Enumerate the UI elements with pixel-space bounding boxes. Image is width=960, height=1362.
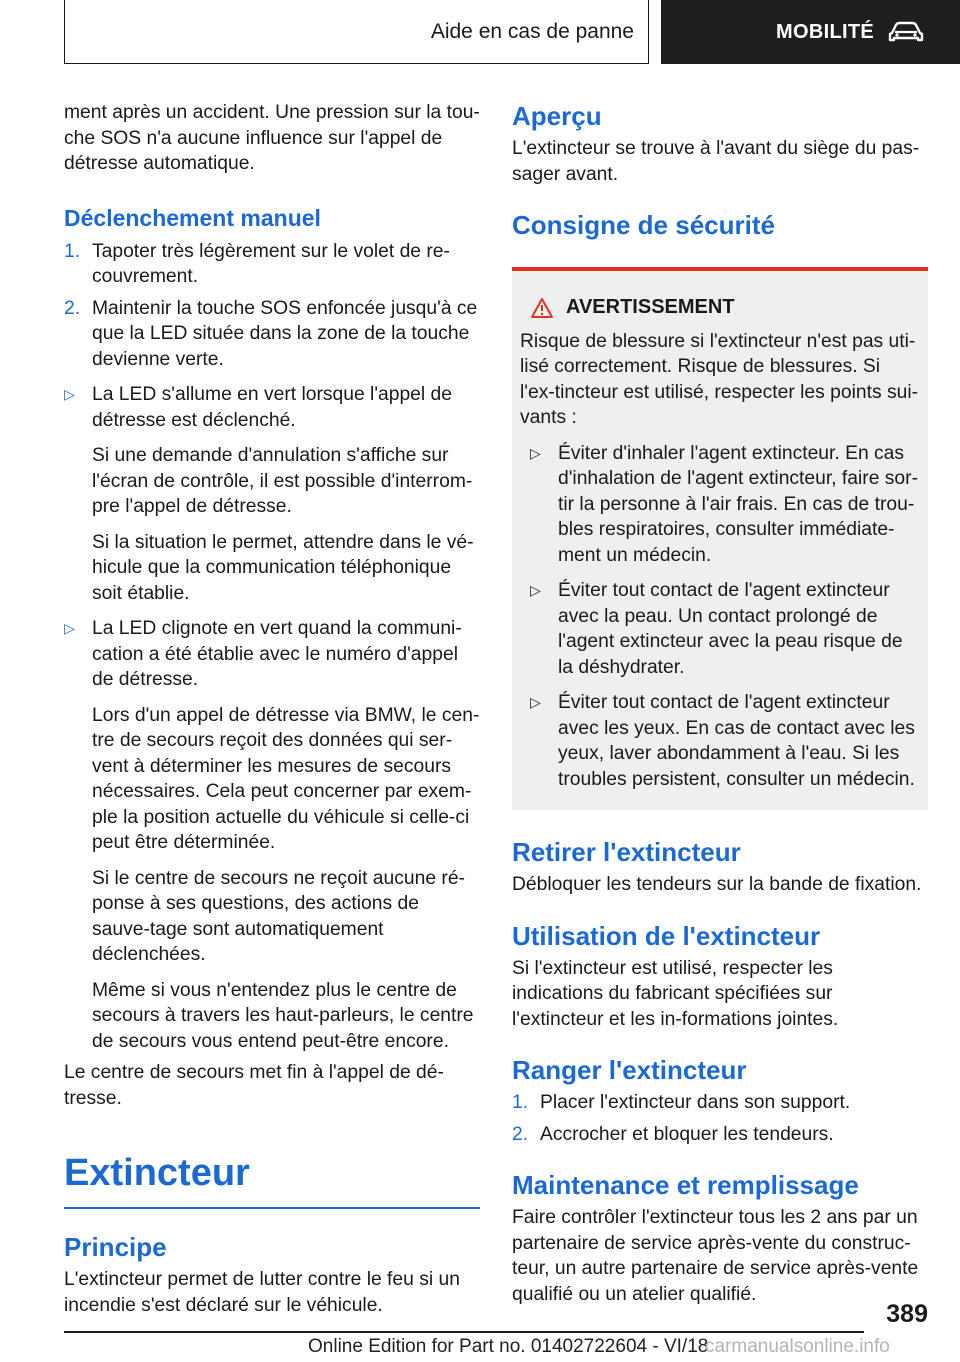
list-item [64, 616, 480, 1054]
principle-paragraph: L'extincteur permet de lutter contre le feu si un incendie s'est déclaré sur le véhicule. [64, 1269, 460, 1316]
list-item [512, 1090, 928, 1116]
main-heading: Extincteur [64, 1151, 480, 1209]
footer-edition: Online Edition for Part no. 01402722604 - VI/18 [308, 1336, 709, 1357]
list-item [512, 1122, 928, 1148]
bullet-text: La LED s'allume en vert lorsque l'appel de détresse est déclenché. [92, 384, 452, 431]
bullet-paragraph: Même si vous n'entendez plus le centre de secours à travers les haut-parleurs, le centre de secours vous entend peut-être encore. [92, 979, 474, 1052]
list-item [520, 578, 920, 680]
warning-item-text: Éviter d'inhaler l'agent extincteur. En cas d'inhalation de l'agent extincteur, faire sor-tir la personne à l'air frais. En cas de trou-bles respiratoires, consulter immédiate-ment un médecin. [558, 442, 918, 566]
list-item [64, 296, 480, 373]
overview-heading: Aperçu [512, 101, 602, 131]
bullet-paragraph: Si le centre de secours ne reçoit aucune ré-ponse à ses questions, des actions de sauve-tage sont automatiquement déclenchées. [92, 867, 465, 965]
triangle-bullet-icon: ▷ [64, 386, 75, 402]
page-number: 389 [886, 1300, 928, 1328]
step-text: Placer l'extincteur dans son support. [540, 1092, 851, 1113]
manual-trigger-heading: Déclenchement manuel [64, 204, 321, 231]
bullet-paragraph: Si la situation le permet, attendre dans le vé-hicule que la communication téléphonique soit établie. [92, 531, 474, 604]
step-number: 2. [512, 1123, 529, 1145]
header-chapter-title: MOBILITÉ [776, 20, 874, 43]
header-chapter-box [661, 0, 960, 64]
principle-heading: Principe [64, 1232, 167, 1262]
list-item [520, 690, 920, 792]
step-text: Tapoter très légèrement sur le volet de re-couvrement. [92, 240, 450, 287]
bullet-paragraph: Si une demande d'annulation s'affiche sur l'écran de contrôle, il est possible d'interrom-pre l'appel de détresse. [92, 445, 473, 517]
car-icon [888, 21, 924, 43]
triangle-bullet-icon: ▷ [530, 444, 541, 461]
step-text: Maintenir la touche SOS enfoncée jusqu'à ce que la LED située dans la zone de la touche devienne verte. [92, 297, 478, 370]
right-column [512, 100, 928, 1307]
bullet-text: La LED clignote en vert quand la communi-cation a été établie avec le numéro d'appel de détresse. [92, 618, 462, 690]
warning-title: AVERTISSEMENT [566, 296, 735, 318]
intro-paragraph: ment après un accident. Une pression sur la tou-che SOS n'a aucune influence sur l'appel de détresse automatique. [64, 102, 480, 174]
step-number: 1. [512, 1092, 529, 1113]
remove-paragraph: Débloquer les tendeurs sur la bande de fixation. [512, 874, 922, 895]
overview-paragraph: L'extincteur se trouve à l'avant du siège du pas-sager avant. [512, 138, 920, 185]
footer-watermark: carmanualsonline.info [705, 1336, 890, 1357]
warning-intro: Risque de blessure si l'extincteur n'est pas uti-lisé correctement. Risque de blessures. Si l'ex-tincteur est utilisé, respecter les points sui-vants : [520, 330, 919, 428]
list-item [520, 441, 920, 569]
use-paragraph: Si l'extincteur est utilisé, respecter les indications du fabricant spécifiées sur l'extincteur et les in-formations jointes. [512, 957, 839, 1030]
warning-box [512, 267, 928, 810]
list-item [64, 239, 480, 290]
triangle-bullet-icon: ▷ [530, 582, 541, 598]
step-number: 2. [64, 297, 81, 319]
warning-item-text: Éviter tout contact de l'agent extincteur avec la peau. Un contact prolongé de l'agent extincteur avec la peau risque de la déshydrater. [558, 580, 903, 678]
triangle-bullet-icon: ▷ [64, 620, 75, 636]
header-section-title: Aide en cas de panne [430, 19, 634, 43]
list-item [64, 382, 480, 606]
bullet-paragraph: Lors d'un appel de détresse via BMW, le cen-tre de secours reçoit des données qui ser-vent à déterminer les mesures de secours nécessaires. Cela peut concerner par exem-ple la position actuelle du véhicule si celle-ci peut être déterminée. [92, 704, 480, 853]
maintenance-paragraph: Faire contrôler l'extincteur tous les 2 ans par un partenaire de service après-vente du construc-teur, un autre partenaire de service après-vente qualifié ou un atelier qualifié. [512, 1207, 919, 1305]
warning-triangle-icon [530, 297, 554, 319]
triangle-bullet-icon: ▷ [530, 694, 541, 710]
step-number: 1. [64, 240, 81, 262]
header-section-box [64, 0, 649, 64]
use-heading: Utilisation de l'extincteur [512, 920, 821, 951]
step-text: Accrocher et bloquer les tendeurs. [540, 1123, 834, 1145]
warning-title-row [530, 295, 920, 321]
left-column [64, 100, 480, 1318]
end-paragraph: Le centre de secours met fin à l'appel de dé-tresse. [64, 1062, 444, 1109]
warning-item-text: Éviter tout contact de l'agent extincteur avec les yeux. En cas de contact avec les yeux, laver abondamment à l'eau. Si les troubles persistent, consulter un médecin. [558, 692, 915, 790]
safety-heading: Consigne de sécurité [512, 210, 775, 240]
remove-heading: Retirer l'extincteur [512, 837, 741, 867]
maintenance-heading: Maintenance et remplissage [512, 1170, 859, 1200]
store-heading: Ranger l'extincteur [512, 1055, 747, 1085]
footer-divider [64, 1331, 864, 1333]
